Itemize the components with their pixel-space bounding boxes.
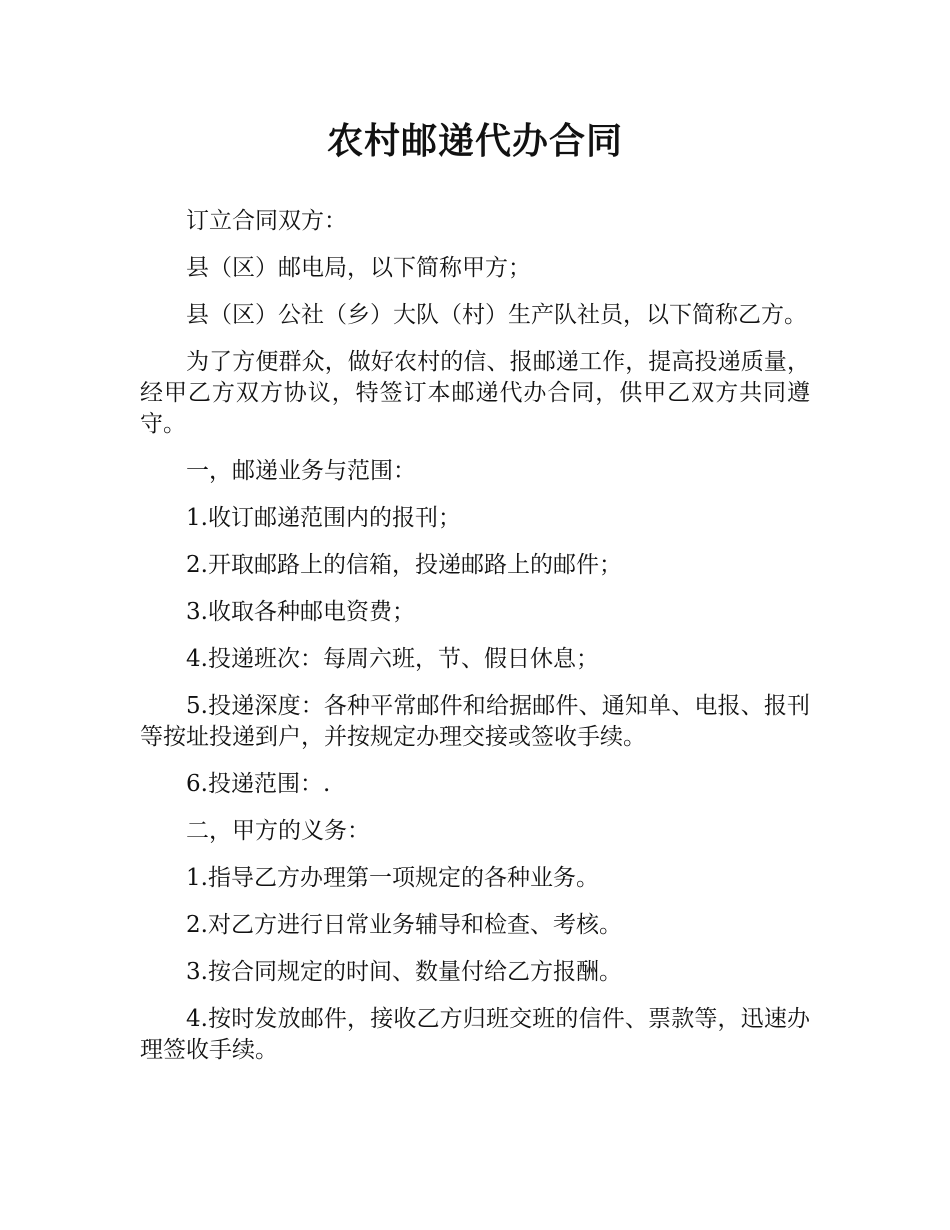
document-page [140,118,810,1082]
paragraph-purpose: 为了方便群众，做好农村的信、报邮递工作，提高投递质量，经甲乙方双方协议，特签订本邮递代办合同，供甲乙双方共同遵守。 [140,349,810,437]
section-heading-scope: 一，邮递业务与范围： [186,458,416,484]
scope-item-4: 4.投递班次：每周六班，节、假日休息； [186,646,599,672]
duty-item-4: 4.按时发放邮件，接收乙方归班交班的信件、票款等，迅速办理签收手续。 [140,1006,810,1063]
scope-item-1: 1.收订邮递范围内的报刊； [186,505,461,531]
paragraph-party-a: 县（区）邮电局，以下简称甲方； [186,255,531,281]
paragraph-party-b: 县（区）公社（乡）大队（村）生产队社员，以下简称乙方。 [186,302,807,328]
duty-item-2: 2.对乙方进行日常业务辅导和检查、考核。 [186,912,622,938]
paragraph-parties-intro: 订立合同双方： [186,208,347,234]
duty-item-1: 1.指导乙方办理第一项规定的各种业务。 [186,865,599,891]
document-title: 农村邮递代办合同 [326,121,623,162]
scope-item-3: 3.收取各种邮电资费； [186,599,415,625]
scope-item-2: 2.开取邮路上的信箱，投递邮路上的邮件； [186,552,622,578]
scope-item-5: 5.投递深度：各种平常邮件和给据邮件、通知单、电报、报刊等按址投递到户，并按规定办理交接或签收手续。 [140,693,810,750]
section-heading-party-a-duties: 二，甲方的义务： [186,818,370,844]
scope-item-6: 6.投递范围：. [186,771,331,797]
duty-item-3: 3.按合同规定的时间、数量付给乙方报酬。 [186,959,622,985]
